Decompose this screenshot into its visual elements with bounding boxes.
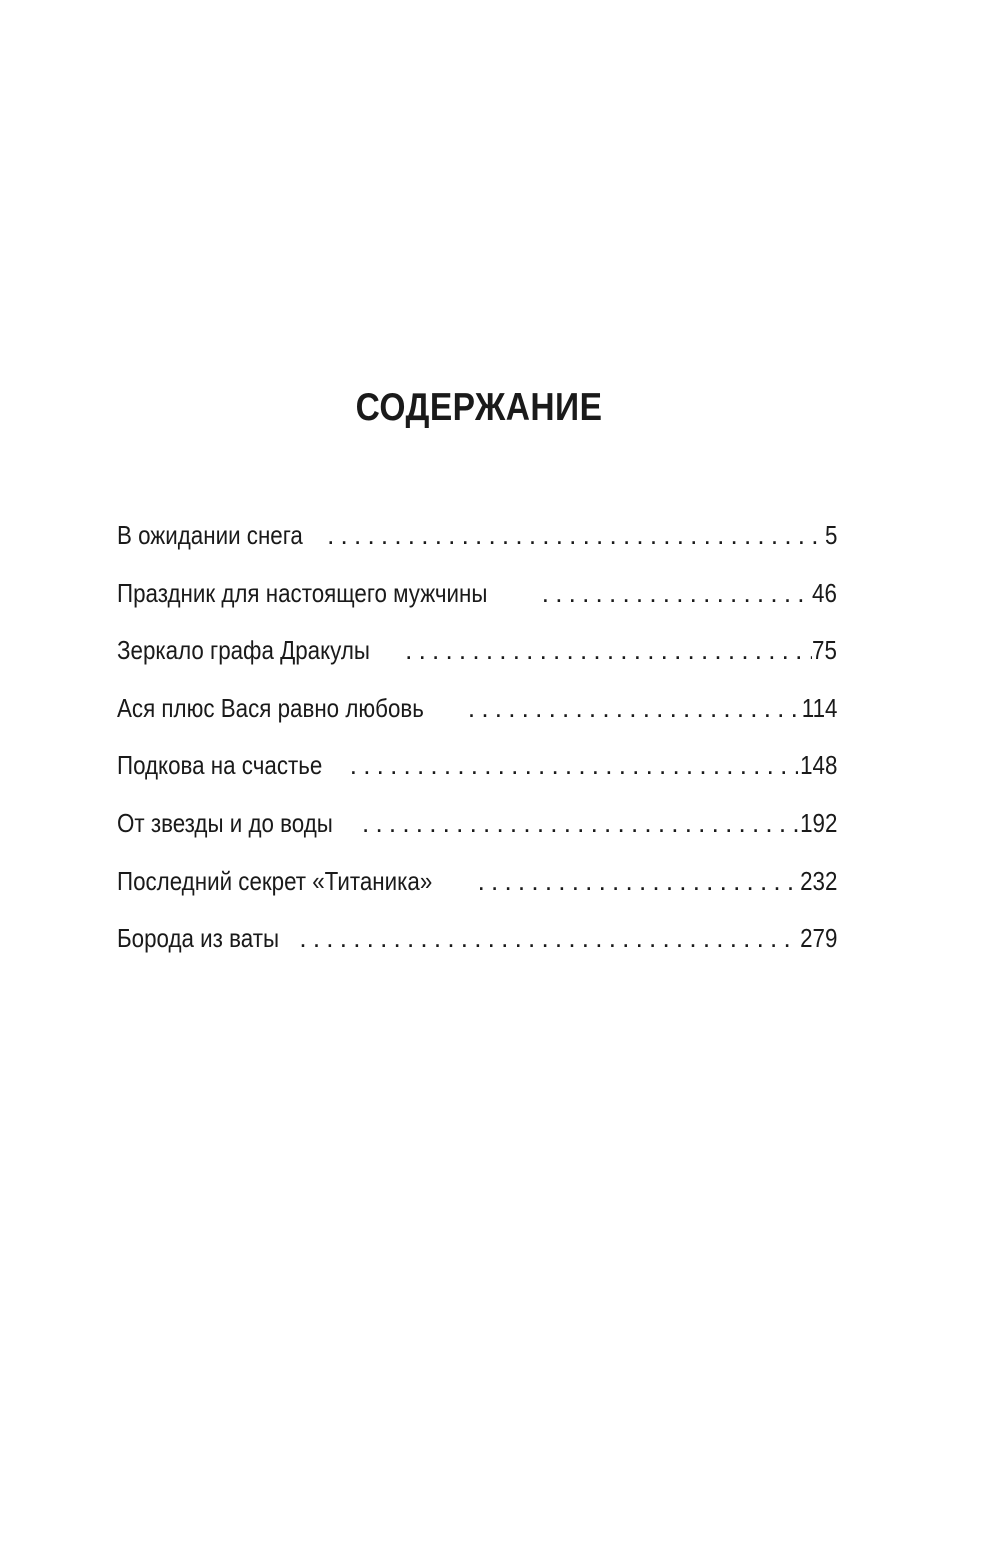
toc-entry-page-number: 114 [801, 692, 837, 723]
table-of-contents [117, 510, 837, 971]
toc-entry[interactable] [117, 798, 837, 856]
toc-entry-title: В ожидании снега [117, 520, 303, 550]
toc-entry-page-number: 46 [812, 577, 837, 608]
toc-entry[interactable] [117, 568, 837, 626]
toc-entry-title: Праздник для настоящего мужчины [117, 577, 488, 608]
toc-entry-page-number: 75 [812, 635, 837, 666]
toc-entry[interactable] [117, 625, 837, 683]
dot-leader [299, 913, 797, 963]
toc-entry-page-number: 279 [799, 923, 837, 954]
dot-leader [350, 740, 798, 790]
dot-leader [327, 510, 826, 560]
toc-entry[interactable] [117, 856, 837, 914]
toc-entry-page-number: 5 [824, 520, 837, 550]
dot-leader [542, 568, 812, 618]
dot-leader [468, 683, 800, 733]
page-title: СОДЕРЖАНИЕ [355, 386, 603, 429]
toc-entry-page-number: 192 [799, 807, 837, 838]
toc-entry-title: Ася плюс Вася равно любовь [117, 692, 424, 723]
toc-entry-page-number: 232 [799, 865, 837, 896]
toc-entry-title: Зеркало графа Дракулы [117, 635, 370, 666]
toc-entry[interactable] [117, 683, 837, 741]
dot-leader [362, 798, 798, 848]
dot-leader [405, 625, 812, 675]
toc-entry[interactable] [117, 913, 837, 971]
toc-entry-title: Подкова на счастье [117, 750, 323, 781]
dot-leader [478, 856, 798, 906]
toc-entry-page-number: 148 [799, 750, 837, 781]
toc-entry-title: Борода из ваты [117, 923, 280, 954]
toc-entry[interactable] [117, 740, 837, 798]
toc-entry[interactable] [117, 510, 837, 568]
toc-entry-title: Последний секрет «Титаника» [117, 865, 433, 896]
toc-entry-title: От звезды и до воды [117, 807, 333, 838]
